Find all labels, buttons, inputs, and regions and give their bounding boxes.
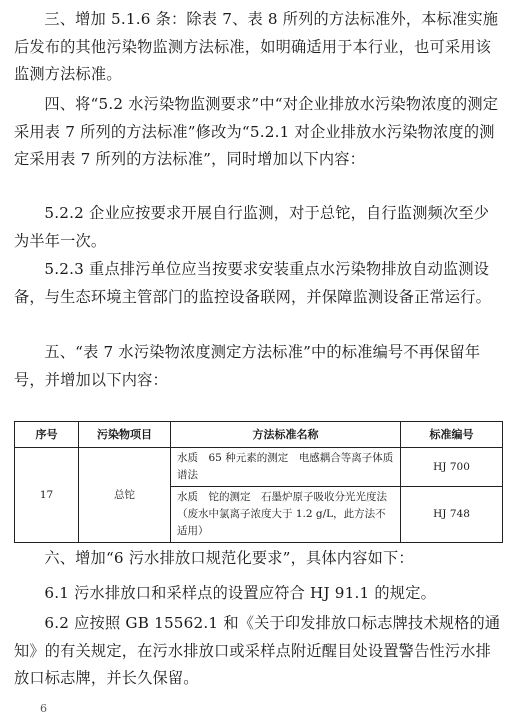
paragraph-clause-five: 五、“表 7 水污染物浓度测定方法标准”中的标准编号不再保留年号，并增加以下内容：	[14, 343, 481, 389]
cell-seq: 17	[15, 448, 79, 543]
table-header-row	[15, 422, 503, 448]
table-row	[15, 448, 503, 487]
paragraph-clause-six: 六、增加“6 污水排放口规范化要求”，具体内容如下：	[44, 549, 414, 567]
method-standard-table	[14, 421, 503, 543]
paragraph-6-1: 6.1 污水排放口和采样点的设置应符合 HJ 91.1 的规定。	[44, 584, 436, 602]
cell-pollutant-item: 总铊	[79, 448, 171, 543]
cell-standard-code: HJ 700	[401, 448, 503, 487]
paragraph-clause-four: 四、将“5.2 水污染物监测要求”中“对企业排放水污染物浓度的测定采用表 7 所列的方法标准”修改为“5.2.1 对企业排放水污染物浓度的测定采用表 7 所列的方法标准”，同时增加以下内容：	[14, 95, 499, 168]
header-pollutant-item: 污染物项目	[79, 422, 171, 448]
header-seq: 序号	[15, 422, 79, 448]
cell-method-name: 水质 铊的测定 石墨炉原子吸收分光光度法（废水中氯离子浓度大于 1.2 g/L，此方法不适用）	[171, 487, 401, 543]
paragraph-clause-three: 三、增加 5.1.6 条：除表 7、表 8 所列的方法标准外，本标准实施后发布的其他污染物监测方法标准，如明确适用于本行业，也可采用该监测方法标准。	[14, 10, 499, 83]
paragraph-5-2-3: 5.2.3 重点排污单位应当按要求安装重点水污染物排放自动监测设备，与生态环境主管部门的监控设备联网，并保障监测设备正常运行。	[14, 260, 492, 306]
cell-method-name: 水质 65 种元素的测定 电感耦合等离子体质谱法	[171, 448, 401, 487]
header-method-name: 方法标准名称	[171, 422, 401, 448]
page-number: 6	[40, 702, 47, 715]
cell-standard-code: HJ 748	[401, 487, 503, 543]
header-standard-code: 标准编号	[401, 422, 503, 448]
paragraph-5-2-2: 5.2.2 企业应按要求开展自行监测，对于总铊，自行监测频次至少为半年一次。	[14, 204, 490, 250]
paragraph-6-2: 6.2 应按照 GB 15562.1 和《关于印发排放口标志牌技术规格的通知》的有关规定，在污水排放口或采样点附近醒目处设置警告性污水排放口标志牌，并长久保留。	[14, 614, 501, 687]
